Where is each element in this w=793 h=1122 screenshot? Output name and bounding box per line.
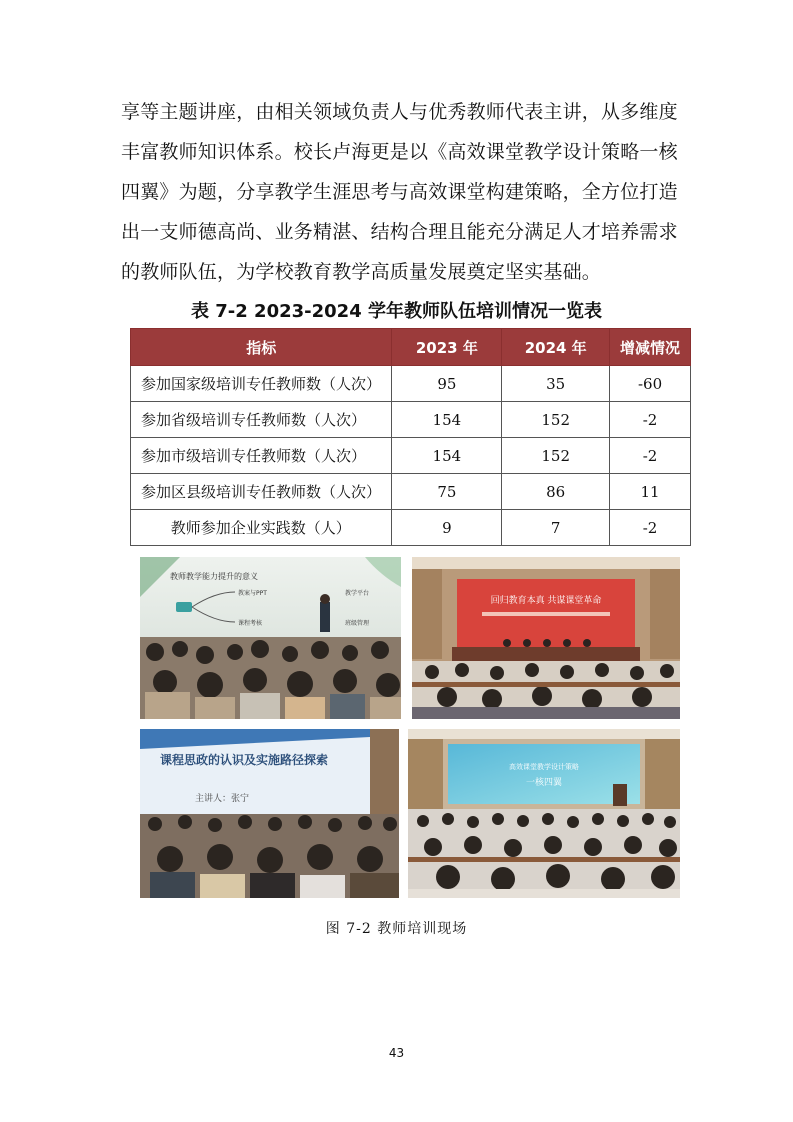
table-cell: 参加国家级培训专任教师数（人次）: [131, 366, 392, 402]
table-cell: 参加区县级培训专任教师数（人次）: [131, 474, 392, 510]
column-header: 增减情况: [610, 329, 691, 366]
paragraph-line: 四翼》为题，分享教学生涯思考与高效课堂构建策略，全方位打造: [121, 181, 678, 203]
table-row: [131, 474, 691, 510]
paragraph-line: 出一支师德高尚、业务精湛、结构合理且能充分满足人才培养需求: [121, 221, 678, 243]
body-paragraph: [121, 92, 681, 292]
table-cell: 9: [392, 510, 502, 546]
table-cell: 11: [610, 474, 691, 510]
slide-node: 教案与PPT: [238, 590, 267, 597]
banner-text: 回归教育本真 共谋课堂革命: [490, 596, 602, 606]
table-cell: -2: [610, 402, 691, 438]
table-cell: -2: [610, 510, 691, 546]
training-photo-4: [408, 729, 680, 898]
paragraph-line: 丰富教师知识体系。校长卢海更是以《高效课堂教学设计策略一核: [121, 141, 678, 163]
training-photo-1: [140, 557, 401, 719]
column-header: 2024 年: [502, 329, 610, 366]
table-cell: 75: [392, 474, 502, 510]
slide-subtitle: 一核四翼: [525, 778, 563, 788]
table-row: [131, 366, 691, 402]
table-cell: 参加省级培训专任教师数（人次）: [131, 402, 392, 438]
table-header-row: [131, 329, 691, 366]
table-row: [131, 510, 691, 546]
slide-node: 班级管理: [345, 620, 370, 627]
table-row: [131, 438, 691, 474]
slide-title: 高效课堂教学设计策略: [509, 763, 579, 771]
training-photo-2: [412, 557, 680, 719]
table-cell: -2: [610, 438, 691, 474]
table-cell: 95: [392, 366, 502, 402]
table-cell: 154: [392, 402, 502, 438]
paragraph-line: 的教师队伍，为学校教育教学高质量发展奠定坚实基础。: [121, 261, 602, 283]
table-cell: 教师参加企业实践数（人）: [131, 510, 392, 546]
paragraph-line: 享等主题讲座，由相关领域负责人与优秀教师代表主讲，从多维度: [121, 101, 678, 123]
table-cell: 86: [502, 474, 610, 510]
column-header: 2023 年: [392, 329, 502, 366]
table-cell: 7: [502, 510, 610, 546]
table-title: 表 7-2 2023-2024 学年教师队伍培训情况一览表: [191, 301, 602, 322]
table-cell: 154: [392, 438, 502, 474]
figure-caption: 图 7-2 教师培训现场: [325, 921, 468, 937]
table-cell: 152: [502, 402, 610, 438]
page-number: 43: [388, 1046, 405, 1060]
slide-title: 教师教学能力提升的意义: [170, 572, 258, 581]
table-cell: -60: [610, 366, 691, 402]
slide-speaker: 主讲人：张宁: [195, 794, 250, 804]
table-cell: 35: [502, 366, 610, 402]
slide-title: 课程思政的认识及实施路径探索: [160, 753, 329, 767]
table-cell: 152: [502, 438, 610, 474]
table-cell: 参加市级培训专任教师数（人次）: [131, 438, 392, 474]
slide-node: 课程考核: [238, 620, 263, 627]
column-header: 指标: [131, 329, 392, 366]
training-photo-3: [140, 729, 399, 898]
slide-node: 教学平台: [345, 590, 370, 597]
training-stats-table: [130, 328, 691, 546]
table-row: [131, 402, 691, 438]
